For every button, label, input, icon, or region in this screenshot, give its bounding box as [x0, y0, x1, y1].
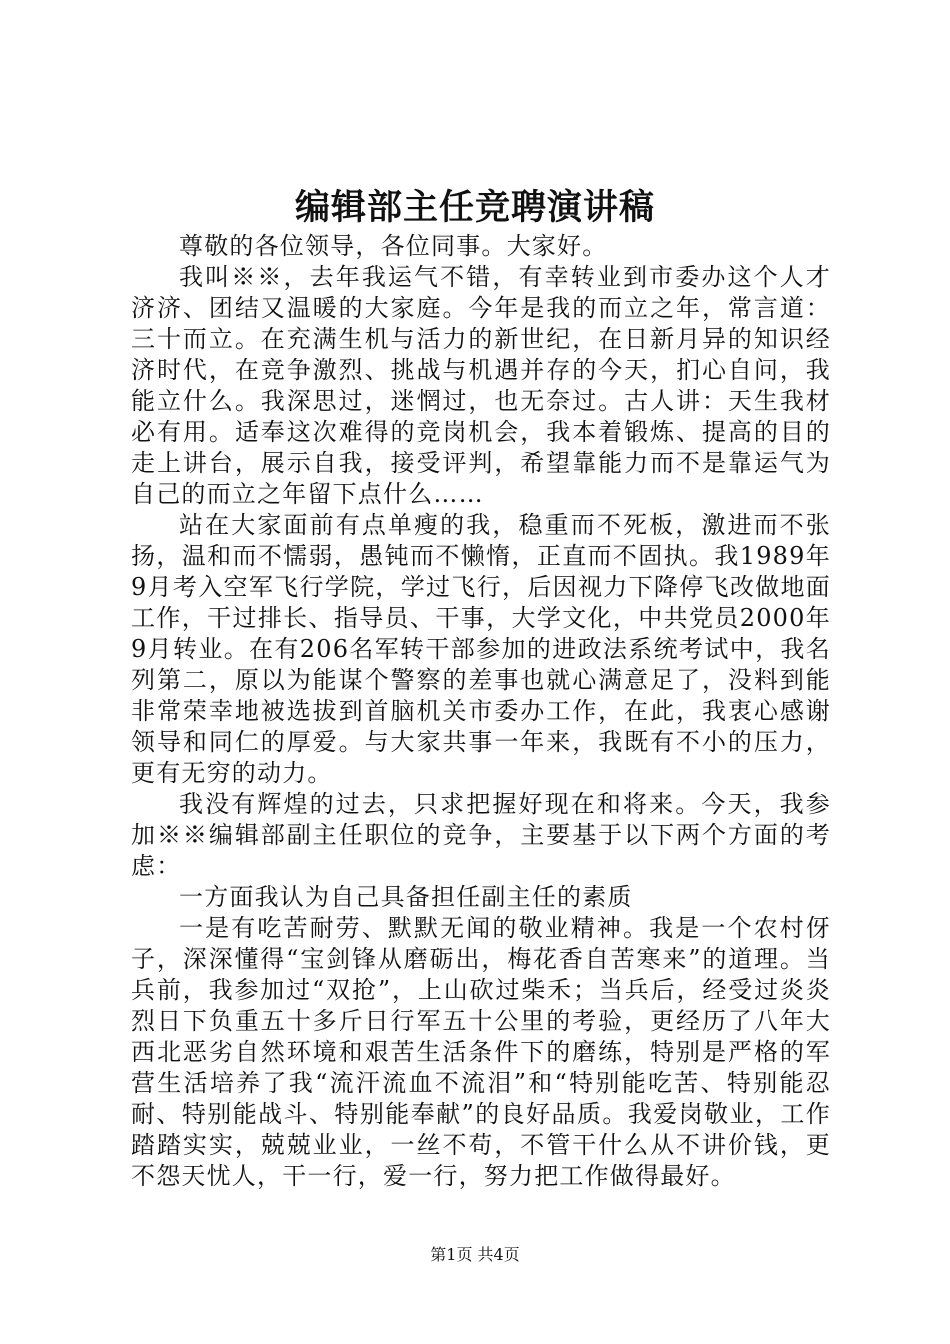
document-body [131, 231, 831, 1192]
paragraph-greeting: 尊敬的各位领导，各位同事。大家好。 [179, 232, 608, 260]
document-title: 编辑部主任竞聘演讲稿 [294, 187, 655, 228]
paragraph-reasons-intro: 我没有辉煌的过去，只求把握好现在和将来。今天，我参加※※编辑部副主任职位的竞争，主要基于以下两个方面的考虑： [131, 790, 831, 880]
paragraph-introduction: 我叫※※，去年我运气不错，有幸转业到市委办这个人才济济、团结又温暖的大家庭。今年是我的而立之年，常言道：三十而立。在充满生机与活力的新世纪，在日新月异的知识经济时代，在竞争激烈、挑战与机遇并存的今天，扪心自问，我能立什么。我深思过，迷惘过，也无奈过。古人讲：天生我材必有用。适奉这次难得的竞岗机会，我本着锻炼、提高的目的走上讲台，展示自我，接受评判，希望靠能力而不是靠运气为自己的而立之年留下点什么…… [131, 263, 831, 508]
paragraph-section-heading: 一方面我认为自己具备担任副主任的素质 [179, 883, 633, 911]
paragraph-work-ethic: 一是有吃苦耐劳、默默无闻的敬业精神。我是一个农村伢子，深深懂得“宝剑锋从磨砺出，梅花香自苦寒来”的道理。当兵前，我参加过“双抢”，上山砍过柴禾；当兵后，经受过炎炎烈日下负重五十多斤日行军五十公里的考验，更经历了八年大西北恶劣自然环境和艰苦生活条件下的磨练，特别是严格的军营生活培养了我“流汗流血不流泪”和“特别能吃苦、特别能忍耐、特别能战斗、特别能奉献”的良好品质。我爱岗敬业，工作踏踏实实，兢兢业业，一丝不苟，不管干什么从不讲价钱，更不怨天忧人，干一行，爱一行，努力把工作做得最好。 [131, 914, 831, 1190]
paragraph-background: 站在大家面前有点单瘦的我，稳重而不死板，激进而不张扬，温和而不懦弱，愚钝而不懒惰，正直而不固执。我1989年9月考入空军飞行学院，学过飞行，后因视力下降停飞改做地面工作，干过排长、指导员、干事，大学文化，中共党员2000年9月转业。在有206名军转干部参加的进政法系统考试中，我名列第二，原以为能谋个警察的差事也就心满意足了，没料到能非常荣幸地被选拔到首脑机关市委办工作，在此，我衷心感谢领导和同仁的厚爱。与大家共事一年来，我既有不小的压力，更有无穷的动力。 [131, 511, 831, 787]
page-footer: 第1页 共4页 [430, 1245, 520, 1264]
